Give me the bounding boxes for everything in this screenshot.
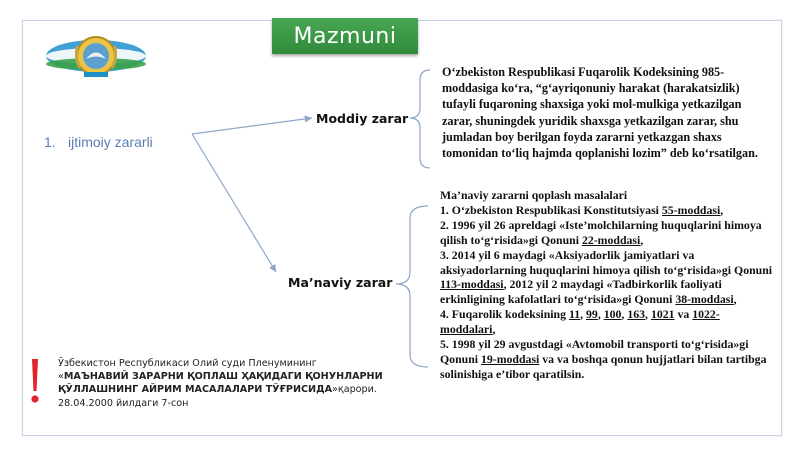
manaviy-zarar-list	[440, 188, 775, 382]
separator: ,	[597, 307, 604, 322]
item-tail: va va boshqa qonun hujjatlari bilan tartibga solinishiga e’tibor qaratilsin.	[440, 351, 767, 381]
item-tail: ,	[733, 292, 737, 307]
decree-title: МАЪНАВИЙ ЗАРАРНИ ҚОПЛАШ ҲАҚИДАГИ ҚОНУНЛАРНИ ҚЎЛЛАШНИНГ АЙРИМ МАСАЛАЛАРИ ТЎҒРИСИДА	[58, 371, 383, 396]
separator: ,	[580, 307, 587, 322]
moddiy-zarar-label: Moddiy zarar	[316, 111, 409, 126]
manaviy-item-4	[440, 307, 775, 337]
law-link[interactable]: 1021	[650, 307, 675, 322]
slide-title: Mazmuni	[293, 23, 397, 49]
law-link[interactable]: 163	[627, 307, 646, 322]
item-text: 2. 1996 yil 26 apreldagi «Iste’molchilarning huquqlarini himoya qilish to‘g‘risida»gi Qonuni	[440, 217, 762, 247]
law-link[interactable]: 19-moddasi	[480, 351, 540, 366]
brace-moddiy	[410, 70, 430, 168]
separator: ,	[621, 307, 628, 322]
moddiy-zarar-description: O‘zbekiston Respublikasi Fuqarolik Kodeksining 985-moddasiga ko‘ra, “g‘ayriqonuniy harakat (harakatsizlik) tufayli fuqaroning shaxsiga yoki mol-mulkiga yetkazilgan zarar, shuningdek yuridik shaxsga yetkazilgan zarar, shu jumladan boy berilgan foyda zararni yetkazgan shaxs tomonidan to‘liq hajmda qoplanishi lozim” deb ko‘rsatilgan.	[442, 65, 758, 161]
item-text: , 2012 yil 2 maydagi «Tadbirkorlik faoliyati erkinligining kafolatlari to‘g‘risida»gi Qonuni	[440, 277, 722, 307]
list-item-number: 1.	[44, 134, 56, 150]
brace-manaviy	[396, 206, 428, 367]
list-item-label: ijtimoiy zararli	[68, 134, 153, 150]
law-link[interactable]: 1022-moddalari	[440, 307, 720, 337]
law-link[interactable]: 38-moddasi	[675, 292, 734, 307]
manaviy-item-5	[440, 337, 775, 382]
decree-suffix: »қарори. 28.04.2000 йилдаги 7-сон	[58, 384, 377, 409]
item-text: 3. 2014 yil 6 maydagi «Aksiyadorlik jamiyatlari va aksiyadorlarning huquqlarini himoya qilish to‘g‘risida»gi Qonuni	[440, 247, 773, 277]
manaviy-item-2	[440, 218, 775, 248]
item-text: 5. 1998 yil 29 avgustdagi «Avtomobil transporti to‘g‘risida»gi Qonuni	[440, 337, 749, 366]
manaviy-heading: Ma’naviy zararni qoplash masalalari	[440, 188, 628, 202]
law-link[interactable]: 100	[603, 307, 622, 322]
item-tail: ,	[640, 232, 644, 247]
law-link[interactable]: 55-moddasi	[661, 202, 721, 217]
manaviy-item-3	[440, 248, 775, 308]
law-link[interactable]: 113-moddasi	[440, 277, 504, 292]
law-link[interactable]: 11	[568, 307, 581, 322]
plenum-decree-note	[58, 357, 388, 410]
item-text: 1. O‘zbekiston Respublikasi Konstitutsiyasi	[440, 202, 662, 217]
item-tail: ,	[492, 322, 496, 337]
separator: ,	[645, 307, 651, 322]
manaviy-zarar-label: Ma’naviy zarar	[288, 275, 393, 290]
arrow-to-manaviy	[192, 134, 276, 272]
item-text: va	[674, 307, 693, 322]
exclamation-icon	[28, 357, 42, 405]
item-tail: ,	[720, 202, 724, 217]
law-link[interactable]: 99	[586, 307, 598, 322]
decree-prefix: Ўзбекистон Республикаси Олий суди Пленумининг «	[58, 358, 317, 383]
manaviy-item-1	[440, 203, 775, 218]
item-text: 4. Fuqarolik kodeksining	[440, 307, 569, 322]
law-link[interactable]: 22-moddasi	[581, 232, 641, 247]
arrow-to-moddiy	[192, 118, 312, 134]
